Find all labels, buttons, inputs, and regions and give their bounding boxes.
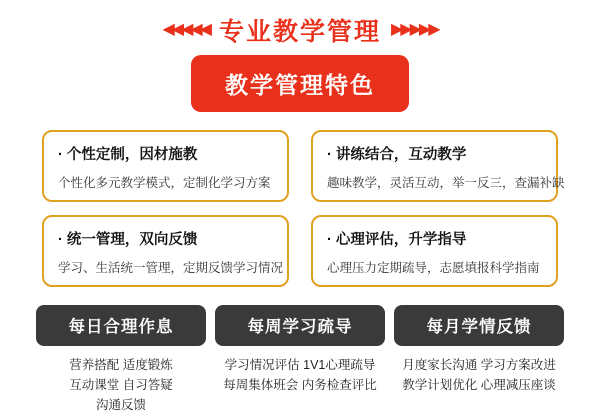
- column-monthly-body: [394, 355, 564, 395]
- bullet-icon: ·: [327, 232, 332, 248]
- section-banner: 教学管理特色: [191, 55, 409, 112]
- feature-title-4: [327, 228, 544, 249]
- feature-card-1: [42, 130, 289, 202]
- feature-title-text-4: 心理评估，升学指导: [335, 232, 467, 248]
- page-header: [0, 12, 600, 48]
- bullet-icon: ·: [58, 232, 63, 248]
- feature-card-3: [42, 215, 289, 287]
- bullet-icon: ·: [58, 147, 63, 163]
- column-weekly: [215, 305, 385, 395]
- feature-desc-2: 趣味教学，灵活互动，举一反三，查漏补缺: [327, 176, 565, 190]
- list-item: 每周集体班会 内务检查评比: [223, 378, 377, 392]
- list-item: 月度家长沟通 学习方案改进: [402, 358, 556, 372]
- feature-desc-4: 心理压力定期疏导，志愿填报科学指南: [327, 261, 540, 275]
- feature-desc-1: 个性化多元教学模式，定制化学习方案: [58, 176, 271, 190]
- list-item: 教学计划优化 心理减压座谈: [402, 378, 556, 392]
- column-weekly-header: 每周学习疏导: [215, 305, 385, 346]
- arrows-right-icon: ▶▶▶▶▶: [391, 21, 438, 38]
- arrows-left-icon: ◀◀◀◀◀: [162, 21, 209, 38]
- column-weekly-body: [215, 355, 385, 395]
- feature-title-3: [58, 228, 275, 249]
- column-monthly-header: 每月学情反馈: [394, 305, 564, 346]
- feature-title-2: [327, 143, 544, 164]
- list-item: 互动课堂 自习答疑: [69, 378, 173, 392]
- feature-card-4: [311, 215, 558, 287]
- feature-title-text-1: 个性定制，因材施教: [66, 147, 198, 163]
- column-daily: [36, 305, 206, 415]
- feature-card-2: [311, 130, 565, 202]
- column-monthly: [394, 305, 564, 395]
- column-daily-body: [36, 355, 206, 415]
- feature-title-1: [58, 143, 275, 164]
- feature-desc-3: 学习、生活统一管理，定期反馈学习情况: [58, 261, 284, 275]
- column-daily-header: 每日合理作息: [36, 305, 206, 346]
- list-item: 营养搭配 适度锻炼: [69, 358, 173, 372]
- list-item: 学习情况评估 1V1心理疏导: [224, 358, 376, 372]
- list-item: 沟通反馈: [95, 398, 146, 412]
- feature-title-text-2: 讲练结合，互动教学: [335, 147, 467, 163]
- bullet-icon: ·: [327, 147, 332, 163]
- feature-title-text-3: 统一管理，双向反馈: [66, 232, 198, 248]
- page-title: 专业教学管理: [218, 18, 381, 46]
